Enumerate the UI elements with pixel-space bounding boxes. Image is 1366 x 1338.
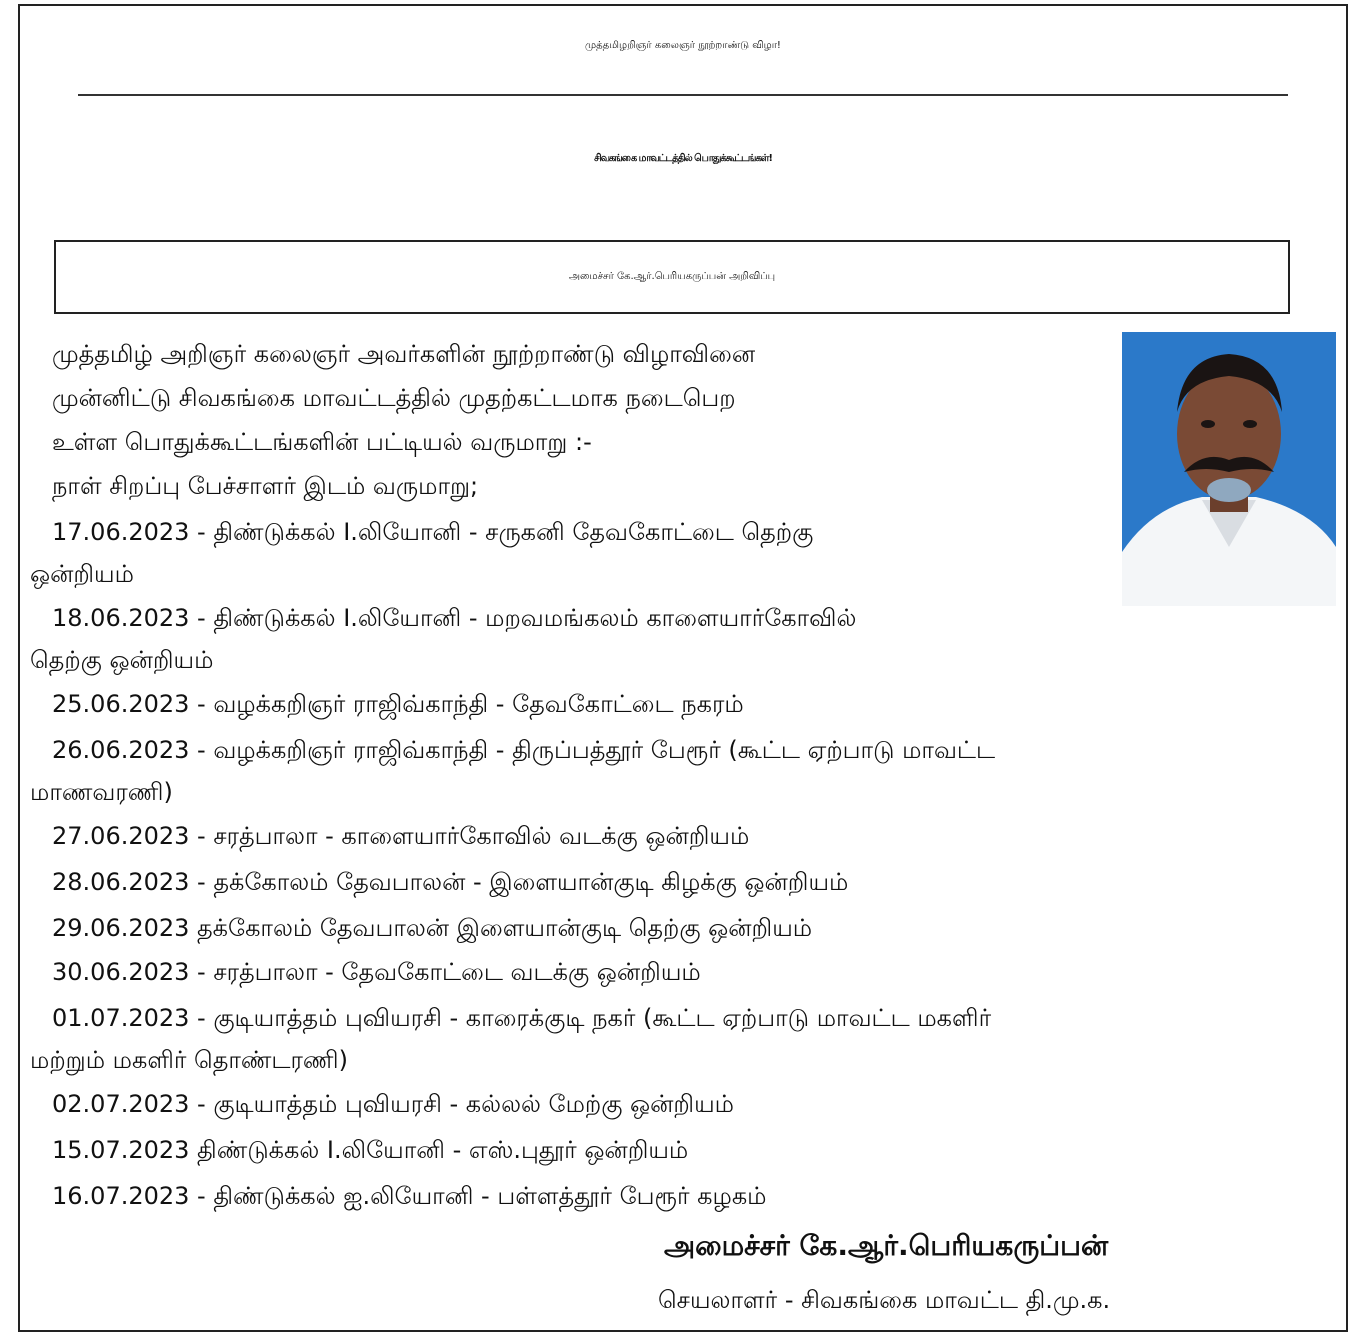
- schedule-line-continued: மற்றும் மகளிர் தொண்டரணி): [30, 1046, 348, 1074]
- schedule-line: 02.07.2023 - குடியாத்தம் புவியரசி - கல்லல் மேற்கு ஒன்றியம்: [52, 1090, 734, 1118]
- schedule-line: 30.06.2023 - சரத்பாலா - தேவகோட்டை வடக்கு ஒன்றியம்: [52, 958, 701, 986]
- portrait-illustration: [1122, 332, 1336, 606]
- schedule-line: 29.06.2023 தக்கோலம் தேவபாலன் இளையான்குடி தெற்கு ஒன்றியம்: [52, 914, 813, 942]
- schedule-line: 15.07.2023 திண்டுக்கல் I.லியோனி - எஸ்.புதூர் ஒன்றியம்: [52, 1136, 689, 1164]
- schedule-line: 26.06.2023 - வழக்கறிஞர் ராஜிவ்காந்தி - திருப்பத்தூர் பேரூர் (கூட்ட ஏற்பாடு மாவட்ட: [52, 736, 996, 764]
- signatory-name: அமைச்சர் கே.ஆர்.பெரியகருப்பன்: [664, 1229, 1109, 1262]
- schedule-line-continued: மாணவரணி): [30, 778, 173, 806]
- title-divider: [78, 94, 1288, 96]
- signatory-role: செயலாளர் - சிவகங்கை மாவட்ட தி.மு.க.: [658, 1286, 1111, 1314]
- intro-line: உள்ள பொதுக்கூட்டங்களின் பட்டியல் வருமாறு :-: [52, 428, 592, 456]
- main-title: சிவகங்கை மாவட்டத்தில் பொதுக்கூட்டங்கள்!: [594, 153, 772, 164]
- announcement-title: அமைச்சர் கே.ஆர்.பெரியகருப்பன் அறிவிப்பு: [568, 271, 776, 282]
- schedule-line: 25.06.2023 - வழக்கறிஞர் ராஜிவ்காந்தி - தேவகோட்டை நகரம்: [52, 690, 744, 718]
- schedule-line: 01.07.2023 - குடியாத்தம் புவியரசி - காரைக்குடி நகர் (கூட்ட ஏற்பாடு மாவட்ட மகளிர்: [52, 1004, 992, 1032]
- intro-line: முன்னிட்டு சிவகங்கை மாவட்டத்தில் முதற்கட்டமாக நடைபெற: [52, 384, 736, 412]
- top-title: முத்தமிழறிஞர் கலைஞர் நூற்றாண்டு விழா!: [585, 40, 781, 51]
- schedule-line-continued: ஒன்றியம்: [30, 560, 134, 588]
- schedule-line: 28.06.2023 - தக்கோலம் தேவபாலன் - இளையான்குடி கிழக்கு ஒன்றியம்: [52, 868, 849, 896]
- schedule-line: 18.06.2023 - திண்டுக்கல் I.லியோனி - மறவமங்கலம் காளையார்கோவில்: [52, 604, 857, 632]
- schedule-line: 16.07.2023 - திண்டுக்கல் ஐ.லியோனி - பள்ளத்தூர் பேரூர் கழகம்: [52, 1182, 767, 1210]
- schedule-line: 17.06.2023 - திண்டுக்கல் I.லியோனி - சருகனி தேவகோட்டை தெற்கு: [52, 518, 814, 546]
- schedule-line: 27.06.2023 - சரத்பாலா - காளையார்கோவில் வடக்கு ஒன்றியம்: [52, 822, 750, 850]
- schedule-line-continued: தெற்கு ஒன்றியம்: [30, 646, 214, 674]
- intro-line: நாள் சிறப்பு பேச்சாளர் இடம் வருமாறு;: [52, 472, 479, 500]
- portrait-photo: [1122, 332, 1336, 606]
- announcement-box: [54, 240, 1290, 314]
- intro-line: முத்தமிழ் அறிஞர் கலைஞர் அவர்களின் நூற்றாண்டு விழாவினை: [52, 340, 756, 368]
